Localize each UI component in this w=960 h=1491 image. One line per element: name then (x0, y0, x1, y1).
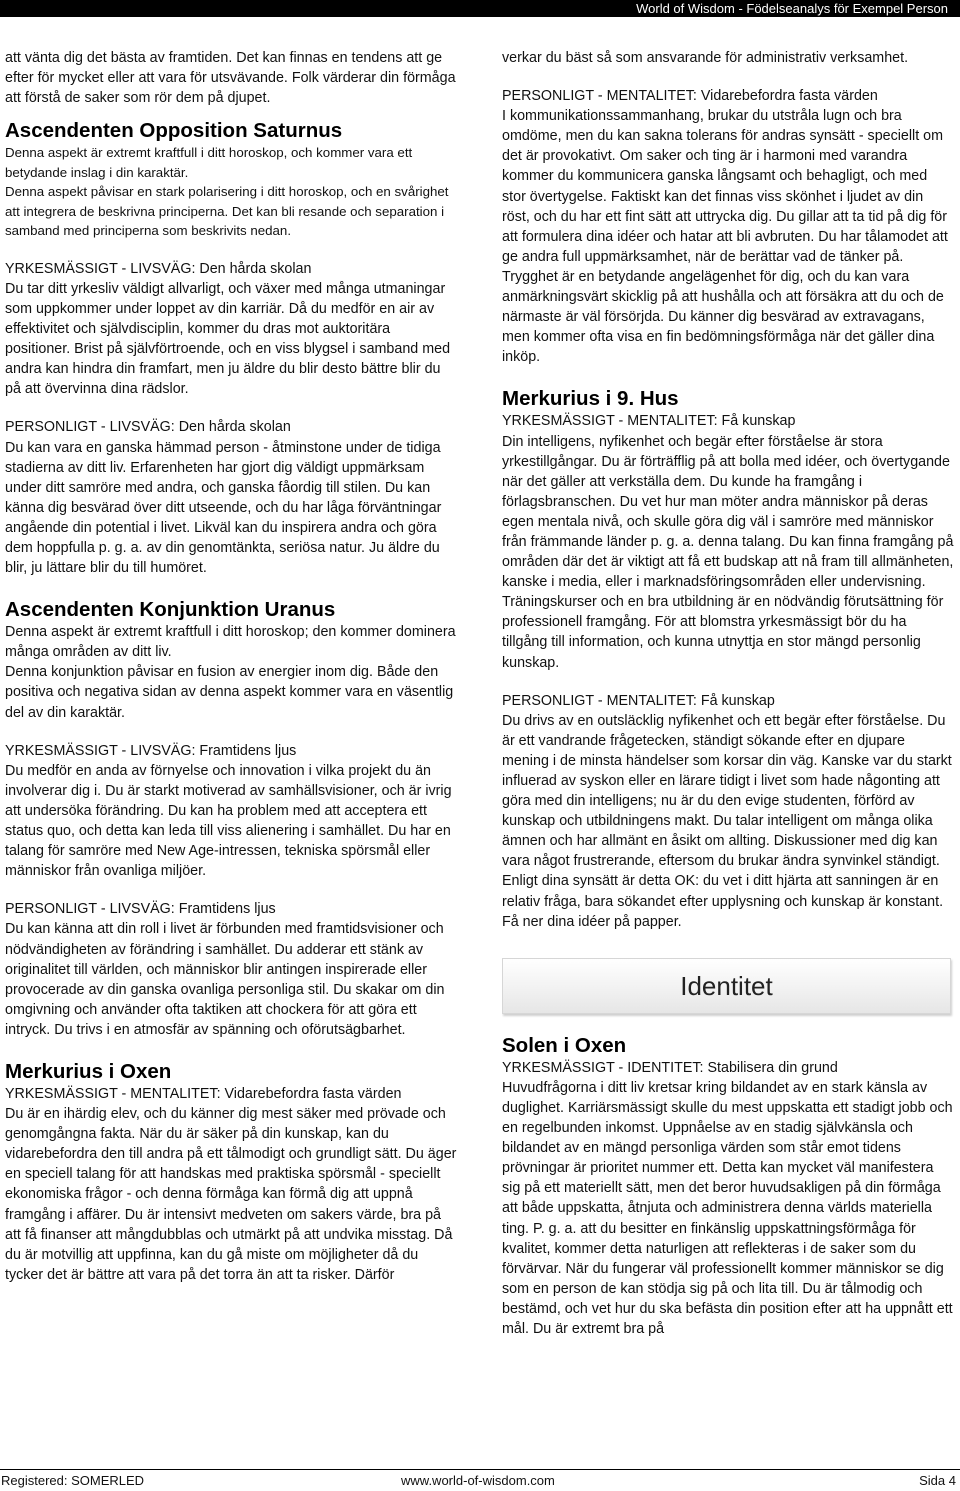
footer-registered: Registered: SOMERLED (1, 1473, 145, 1488)
document-title: World of Wisdom - Födelseanalys för Exempel Person (636, 1, 948, 16)
footer-divider (0, 1469, 960, 1470)
paragraph: Denna aspekt är extremt kraftfull i ditt horoskop, och kommer vara ett betydande inslag i din karaktär. (5, 145, 413, 180)
section-heading-saturnus: Ascendenten Opposition Saturnus (5, 119, 343, 143)
paragraph: Huvudfrågorna i ditt liv kretsar kring bildandet av en stark känsla av duglighet. Karriärsmässigt skulle du mest uppskatta ett stadigt jobb och en regelbunden inkomst. Uppnåelse av en stadig självkänsla och bildandet av en mängd personliga värden som står emot tidens prövningar är prioritet nummer ett. Detta kan mycket väl manifestera sig på ett materiellt sätt, men det beror huvudsakligen på din förmåga att både uppskatta, åtnjuta och administrera denna världs materiella ting. P. g. a. att du besitter en finkänslig uppskattningsförmåga för kvalitet, kommer detta naturligen att reflekteras i de saker som du förvärvar. När du fungerar väl professionellt kommer människor se dig som en person de kan stödja sig på och lita till. Du är tålmodig och bestämd, och vet hur du ska befästa din position efter att ha uppnått ett mål. Du är extremt bra på (502, 1079, 953, 1337)
paragraph: Du är en ihärdig elev, och du känner dig mest säker med prövade och genomgångna fakta. När du är säker på din kunskap, kan du vidarebefordra den till andra på ett tålmodigt och grundligt sätt. Du äger en speciell talang för att handskas med praktiska spörsmål - speciellt ekonomiska frågor - och denna förmåga kan förmå dig att uppnå framgång i affärer. Du är intensivt medveten om sakers värde, bra på att få finanser att mångdubblas och utmärkt på att undvika misstag. Då du är motvillig att uppfinna, kan du gå miste om möjligheter då du tycker det är bättre att vara på det torra än att ta risker. Därför (5, 1106, 457, 1283)
paragraph: Du drivs av en outsläcklig nyfikenhet och ett begär efter förståelse. Du är ett vandrande frågetecken, ständigt sökande efter en djupare mening i de minsta händelser som korsar din väg. Kanske var du starkt influerad av syskon eller en lärare tidigt i livet som hade någonting att göra med din intelligens; nu är du den evige studenten, förförd av kunskap och utbildningens makt. Du talar intelligent om många olika ämnen och har allmänt en åsikt om allting. Diskussioner med dig kan vara något frustrerande, eftersom du brukar ändra synvinkel ständigt. Enligt dina synsätt är detta OK: du vet i ditt hjärta att sanningen är en relativ fråga, bara sökandet efter upplysning och kunskap är konstant. Få ner dina idéer på papper. (502, 712, 952, 930)
section-heading-merkurius-oxen: Merkurius i Oxen (5, 1059, 172, 1083)
paragraph: Du medför en anda av förnyelse och innovation i vilka projekt du än involverar dig i. Du är starkt motiverad av samhällsvisioner, och är ivrig att undersöka förändring. Du kan ha problem med att acceptera ett status quo, och detta kan leda till viss alienering i samhället. Du har en talang för samröre med New Age-intressen, tekniska spörsmål eller människor från ovanliga miljöer. (5, 762, 452, 880)
paragraph: Denna aspekt är extremt kraftfull i ditt horoskop; den kommer dominera många områden av ditt liv. (5, 624, 456, 661)
paragraph: att vänta dig det bästa av framtiden. Det kan finnas en tendens att ge efter för mycket eller att vara för utsvävande. Folk värderar din förmåga att förstå de saker som rör dem på djupet. (5, 50, 456, 107)
paragraph-label: PERSONLIGT - MENTALITET: Vidarebefordra fasta värden (502, 88, 878, 105)
section-heading-merkurius-hus: Merkurius i 9. Hus (502, 387, 679, 411)
paragraph: Du kan vara en ganska hämmad person - åtminstone under de tidiga stadierna av ditt liv. Erfarenheten har gjort dig väldigt uppmärksam under ditt samröre med andra, och ganska fåordig till stilen. Du kan känna dig besvärad över ditt utseende, och du har låga förväntningar angående din potential i livet. Likväl kan du inspirera andra och göra dem hoppfulla p. g. a. av din genomtänkta, seriösa natur. Ju äldre du blir, ju lättare blir du till humöret. (5, 439, 442, 577)
paragraph: Denna konjunktion påvisar en fusion av energier inom dig. Både den positiva och negativa sidan av denna aspekt kommer vara en väsentlig del av din karaktär. (5, 664, 454, 721)
footer-url[interactable]: www.world-of-wisdom.com (401, 1473, 555, 1488)
footer-page-number: Sida 4 (919, 1473, 956, 1488)
paragraph: Denna aspekt påvisar en stark polarisering i ditt horoskop, och en svårighet att integrera de beskrivna principerna. Det kan bli resande och separation i samband med principerna som beskrivits nedan. (5, 184, 449, 239)
paragraph-label: PERSONLIGT - LIVSVÄG: Framtidens ljus (5, 901, 276, 918)
paragraph: Du tar ditt yrkesliv väldigt allvarligt, och växer med många utmaningar som uppkommer under loppet av din karriär. Då du medför en air av effektivitet och självdisciplin, kommer du dras mot auktoritära positioner. Brist på självförtroende, och en viss blygsel i samband med andra kan hindra din framfart, men ju äldre du blir desto bättre blir du på att övervinna dina rädslor. (5, 280, 451, 398)
paragraph: verkar du bäst så som ansvarande för administrativ verksamhet. (502, 50, 909, 66)
left-column (5, 48, 459, 1285)
section-heading-uranus: Ascendenten Konjunktion Uranus (5, 598, 336, 622)
paragraph: I kommunikationssammanhang, brukar du utstråla lugn och bra omdöme, men du kan sakna tolerans för andras synsätt - speciellt om det är provokativt. Om saker och ting är i harmoni med varandra kommer du kommunicera ganska långsamt och behagligt, och med stor övertygelse. Faktiskt kan det finnas viss skönhet i ljudet av din röst, och du har ett fint sätt att uttrycka dig. Du gillar att ta tid på dig för att formulera dina idéer och hatar att bli avbruten. Du har tålamodet att ge andra full uppmärksamhet, när de berättar vad de tänker på. Trygghet är en betydande angelägenhet för dig, och du kan vara anmärkningsvärt skicklig på att hushålla och att försäkra att du och de närmaste är väl försörjda. Du känner dig besvärad av extravagans, men kommer ofta visa en fin bedömningsförmåga när det gäller dina inköp. (502, 108, 948, 366)
paragraph-label: PERSONLIGT - LIVSVÄG: Den hårda skolan (5, 419, 291, 436)
identitet-section-banner: Identitet (502, 958, 951, 1014)
paragraph-label: PERSONLIGT - MENTALITET: Få kunskap (502, 692, 775, 709)
paragraph: Du kan känna att din roll i livet är förbunden med framtidsvisioner och nödvändigheten av förändring i samhället. Du adderar ett stänk av originalitet till världen, och människor blir antingen inspirerade eller provocerade av din ganska ovanliga personliga stil. Du skakar om din omgivning och använder ofta taktiken att chockera för att göra ett intryck. Du trivs i en atmosfär av spänning och oförutsägbarhet. (5, 921, 445, 1038)
section-heading-solen: Solen i Oxen (502, 1033, 627, 1057)
right-column (502, 48, 954, 1339)
paragraph-label: YRKESMÄSSIGT - MENTALITET: Vidarebefordra fasta värden (5, 1085, 402, 1102)
header-bar (0, 0, 960, 17)
paragraph-label: YRKESMÄSSIGT - LIVSVÄG: Den hårda skolan (5, 260, 312, 277)
paragraph-label: YRKESMÄSSIGT - IDENTITET: Stabilisera din grund (502, 1059, 838, 1076)
paragraph: Din intelligens, nyfikenhet och begär efter förståelse är stora yrkestillgångar. Du är förträfflig på att bolla med idéer, och övertygande när det gäller att verkställa dem. Du kunde ha framgång i förlagsbranschen. Du vet hur man möter andra människor på deras egen mentala nivå, och skulle göra dig väl i samröre med människor från främmande länder p. g. a. denna talang. Du kan finna framgång på områden där det är viktigt att få ett budskap att nå fram till allmänheten, kanske i media, eller i marknadsföringsområden eller undervisning. Träningskurser och en bra utbildning är en nödvändig förutsättning för professionell framgång. För att blomstra yrkesmässigt bör du ha tillgång till information, och kunna utnyttja en stor mängd personlig kunskap. (502, 433, 954, 671)
paragraph-label: YRKESMÄSSIGT - LIVSVÄG: Framtidens ljus (5, 742, 297, 759)
paragraph-label: YRKESMÄSSIGT - MENTALITET: Få kunskap (502, 413, 796, 430)
